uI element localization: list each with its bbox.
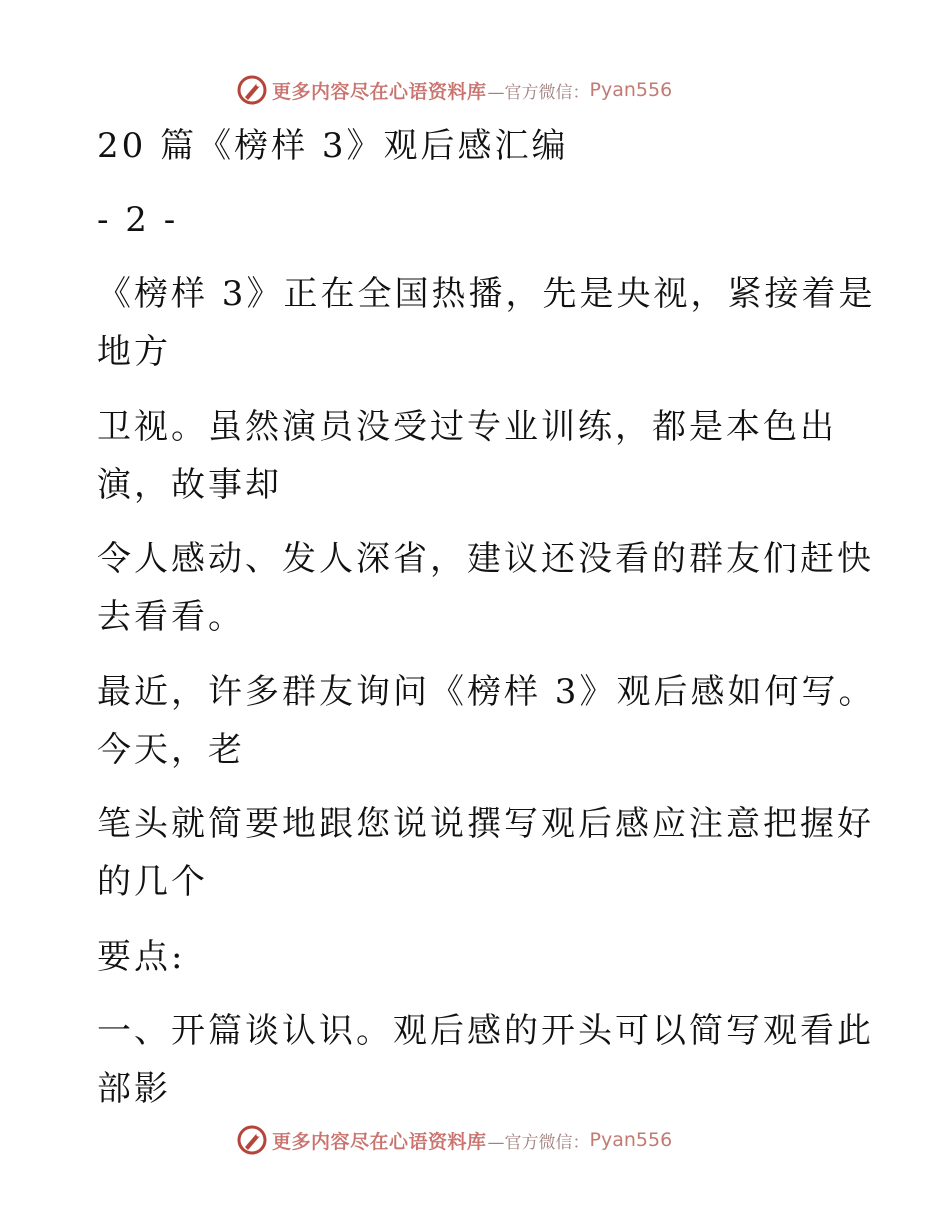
banner-wechat-id: Pyan556	[589, 79, 673, 101]
pen-logo-icon	[236, 74, 268, 106]
paragraph-line: 演，故事却	[97, 465, 282, 505]
pen-logo-icon	[236, 1124, 268, 1156]
page-number: - 2 -	[97, 200, 179, 240]
banner-wechat-label: —官方微信：	[487, 82, 590, 103]
banner-wechat-label: —官方微信：	[487, 1132, 590, 1153]
paragraph-line: 部影	[97, 1069, 171, 1109]
banner-wechat-id: Pyan556	[589, 1129, 673, 1151]
paragraph-line: 最近，许多群友询问《榜样 3》观后感如何写。	[97, 672, 876, 712]
paragraph-line: 令人感动、发人深省，建议还没看的群友们赶快	[97, 539, 874, 579]
paragraph-line: 《榜样 3》正在全国热播，先是央视，紧接着是	[97, 274, 876, 314]
header-banner	[236, 72, 672, 108]
banner-text: 更多内容尽在心语资料库	[272, 80, 487, 103]
paragraph-line: 要点:	[97, 937, 186, 977]
banner-text: 更多内容尽在心语资料库	[272, 1130, 487, 1153]
footer-banner	[236, 1122, 672, 1158]
paragraph-line: 笔头就简要地跟您说说撰写观后感应注意把握好	[97, 804, 874, 844]
paragraph-line: 一、开篇谈认识。观后感的开头可以简写观看此	[97, 1011, 874, 1051]
document-title: 20 篇《榜样 3》观后感汇编	[97, 126, 569, 166]
paragraph-line: 卫视。虽然演员没受过专业训练，都是本色出	[97, 407, 837, 447]
paragraph-line: 的几个	[97, 862, 208, 902]
paragraph-line: 地方	[97, 332, 171, 372]
paragraph-line: 今天，老	[97, 730, 245, 770]
paragraph-line: 去看看。	[97, 597, 245, 637]
